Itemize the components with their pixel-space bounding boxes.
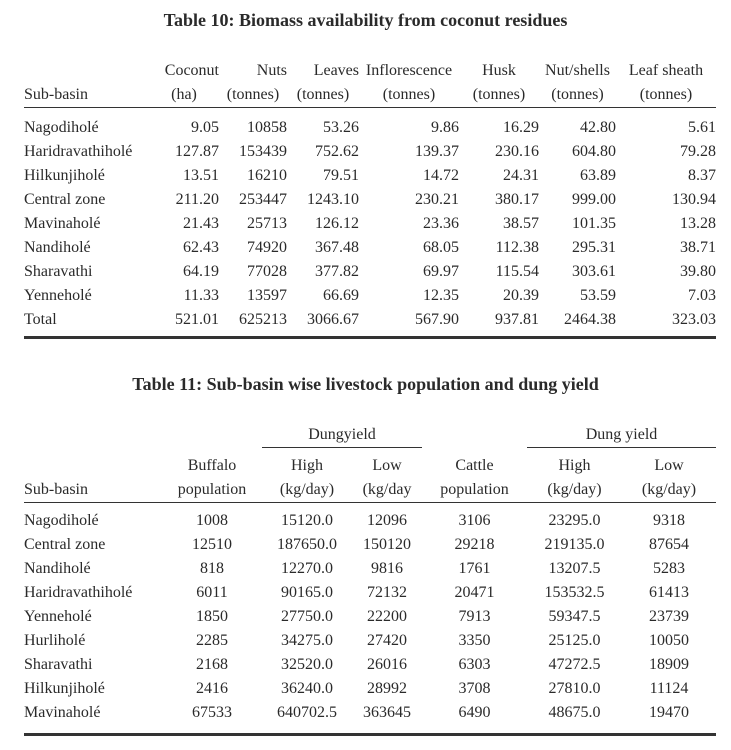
cell-value: 9.86 [431, 119, 459, 136]
cell-value: 7913 [458, 608, 491, 625]
cell-value: 150120 [363, 536, 411, 553]
cell-value: 625213 [239, 311, 287, 328]
cell-value: 26016 [367, 656, 407, 673]
column-unit: (tonnes) [539, 83, 616, 108]
cell-value: 2285 [196, 632, 228, 649]
table-row [24, 605, 716, 629]
cell-value: 53.26 [323, 119, 359, 136]
cell-value: 23295.0 [548, 512, 601, 529]
cell-value: 303.61 [572, 263, 616, 280]
table11-caption: Table 11: Sub-basin wise livestock population and dung yield [132, 374, 599, 394]
header-row [24, 59, 716, 83]
sub-basin-name: Sharavathi [24, 656, 93, 673]
column-unit: (kg/day) [262, 478, 352, 503]
cell-value: 187650.0 [277, 536, 337, 553]
table-row [24, 509, 716, 533]
cell-value: 130.94 [672, 191, 716, 208]
cell-value: 153439 [239, 143, 287, 160]
cell-value: 67533 [192, 704, 232, 721]
cell-value: 11124 [649, 680, 689, 697]
sub-basin-name: Central zone [24, 536, 106, 553]
header-row [24, 454, 716, 478]
cell-value: 219135.0 [544, 536, 605, 553]
cell-value: 112.38 [495, 239, 539, 256]
table-row [24, 629, 716, 653]
cell-value: 13.51 [183, 167, 219, 184]
cell-value: 74920 [247, 239, 287, 256]
sub-basin-name: Nagodiholé [24, 119, 99, 136]
sub-basin-name: Nandiholé [24, 560, 91, 577]
cell-value: 66.69 [323, 287, 359, 304]
cell-value: 126.12 [315, 215, 359, 232]
sub-basin-name: Total [24, 311, 57, 328]
cell-value: 6011 [196, 584, 228, 601]
cell-value: 567.90 [415, 311, 459, 328]
cell-value: 12096 [367, 512, 407, 529]
cell-value: 13.28 [680, 215, 716, 232]
table-row [24, 260, 716, 284]
cell-value: 18909 [649, 656, 689, 673]
cell-value: 10050 [649, 632, 689, 649]
cell-value: 63.89 [580, 167, 616, 184]
cell-value: 22200 [367, 608, 407, 625]
cell-value: 29218 [454, 536, 495, 553]
sub-basin-name: Yenneholé [24, 287, 92, 304]
column-header: Leaf sheath [628, 62, 704, 79]
cell-value: 230.16 [495, 143, 539, 160]
cell-value: 62.43 [183, 239, 219, 256]
table-row [24, 557, 716, 581]
column-header: Low [372, 457, 402, 474]
cell-value: 48675.0 [548, 704, 601, 721]
column-header: Inflorescence [365, 62, 453, 79]
cell-value: 68.05 [423, 239, 459, 256]
cell-value: 6303 [458, 656, 491, 673]
cell-value: 999.00 [572, 191, 616, 208]
column-unit: population [422, 478, 527, 503]
column-unit: (kg/day) [527, 478, 622, 503]
cell-value: 87654 [649, 536, 689, 553]
column-header: Nuts [256, 62, 287, 79]
cell-value: 818 [200, 560, 224, 577]
column-header: Nut/shells [545, 62, 610, 79]
column-unit: Sub-basin [24, 83, 149, 108]
table-row [24, 653, 716, 677]
cell-value: 16.29 [503, 119, 539, 136]
group-header-dungyield-cattle: Dung yield [527, 423, 716, 448]
table-row [24, 212, 716, 236]
cell-value: 34275.0 [281, 632, 333, 649]
cell-value: 23739 [649, 608, 689, 625]
cell-value: 101.35 [572, 215, 616, 232]
sub-basin-name: Hilkunjiholé [24, 167, 105, 184]
cell-value: 10858 [247, 119, 287, 136]
cell-value: 1761 [458, 560, 491, 577]
cell-value: 12510 [192, 536, 232, 553]
table11-bottom-rule [24, 733, 716, 736]
cell-value: 323.03 [672, 311, 716, 328]
cell-value: 3708 [458, 680, 491, 697]
table10-bottom-rule [24, 336, 716, 339]
sub-basin-name: Mavinaholé [24, 215, 101, 232]
sub-basin-name: Haridravathiholé [24, 584, 133, 601]
column-header: Low [654, 457, 684, 474]
column-unit: Sub-basin [24, 478, 162, 503]
cell-value: 5.61 [688, 119, 716, 136]
cell-value: 9.05 [191, 119, 219, 136]
cell-value: 21.43 [183, 215, 219, 232]
cell-value: 32520.0 [281, 656, 333, 673]
cell-value: 39.80 [680, 263, 716, 280]
cell-value: 19470 [649, 704, 689, 721]
cell-value: 79.51 [323, 167, 359, 184]
cell-value: 13597 [247, 287, 287, 304]
column-header: High [558, 457, 591, 474]
cell-value: 363645 [363, 704, 411, 721]
cell-value: 377.82 [315, 263, 359, 280]
cell-value: 7.03 [688, 287, 716, 304]
column-header: Cattle [455, 457, 494, 474]
cell-value: 153532.5 [544, 584, 605, 601]
cell-value: 14.72 [423, 167, 459, 184]
group-header-dungyield-buffalo: Dungyield [262, 423, 422, 448]
sub-basin-name: Hilkunjiholé [24, 680, 105, 697]
column-header: Coconut [164, 62, 219, 79]
cell-value: 6490 [458, 704, 491, 721]
cell-value: 61413 [649, 584, 689, 601]
cell-value: 5283 [653, 560, 685, 577]
cell-value: 72132 [367, 584, 407, 601]
cell-value: 59347.5 [548, 608, 601, 625]
table-row [24, 284, 716, 308]
cell-value: 53.59 [580, 287, 616, 304]
cell-value: 27420 [367, 632, 407, 649]
header-row [24, 478, 716, 503]
cell-value: 16210 [247, 167, 287, 184]
header-row [24, 83, 716, 108]
cell-value: 25125.0 [548, 632, 601, 649]
table-row [24, 533, 716, 557]
cell-value: 36240.0 [281, 680, 333, 697]
cell-value: 15120.0 [281, 512, 333, 529]
column-header: High [291, 457, 323, 474]
cell-value: 640702.5 [277, 704, 337, 721]
cell-value: 295.31 [572, 239, 616, 256]
column-unit: (tonnes) [459, 83, 539, 108]
sub-basin-name: Haridravathiholé [24, 143, 133, 160]
cell-value: 3350 [458, 632, 491, 649]
cell-value: 937.81 [495, 311, 539, 328]
cell-value: 11.33 [183, 287, 219, 304]
table-row [24, 581, 716, 605]
sub-basin-name: Nandiholé [24, 239, 91, 256]
table-row [24, 140, 716, 164]
cell-value: 90165.0 [281, 584, 333, 601]
cell-value: 115.54 [495, 263, 539, 280]
sub-basin-name: Hurliholé [24, 632, 86, 649]
table10-caption: Table 10: Biomass availability from coconut residues [163, 10, 568, 30]
cell-value: 139.37 [415, 143, 459, 160]
total-row [24, 308, 716, 332]
sub-basin-name: Mavinaholé [24, 704, 101, 721]
cell-value: 604.80 [572, 143, 616, 160]
cell-value: 752.62 [315, 143, 359, 160]
table-row [24, 677, 716, 701]
cell-value: 9318 [653, 512, 685, 529]
table-row [24, 236, 716, 260]
cell-value: 380.17 [495, 191, 539, 208]
column-header: Buffalo [187, 457, 237, 474]
cell-value: 211.20 [175, 191, 219, 208]
cell-value: 38.71 [680, 239, 716, 256]
column-header: Husk [482, 62, 516, 79]
table10-biomass [24, 59, 716, 332]
cell-value: 27750.0 [281, 608, 333, 625]
cell-value: 25713 [247, 215, 287, 232]
column-unit: (tonnes) [287, 83, 359, 108]
cell-value: 38.57 [503, 215, 539, 232]
column-unit: (kg/day [352, 478, 422, 503]
cell-value: 12.35 [423, 287, 459, 304]
table11-livestock [24, 423, 716, 725]
column-header [24, 59, 149, 83]
sub-basin-name: Yenneholé [24, 608, 92, 625]
group-header-row [24, 423, 716, 448]
column-unit: (tonnes) [616, 83, 716, 108]
cell-value: 47272.5 [548, 656, 601, 673]
table-row [24, 164, 716, 188]
cell-value: 24.31 [503, 167, 539, 184]
cell-value: 127.87 [175, 143, 219, 160]
sub-basin-name: Central zone [24, 191, 106, 208]
column-header [24, 454, 162, 478]
cell-value: 20471 [454, 584, 495, 601]
cell-value: 28992 [367, 680, 407, 697]
cell-value: 8.37 [688, 167, 716, 184]
cell-value: 230.21 [415, 191, 459, 208]
column-unit: (tonnes) [219, 83, 287, 108]
column-unit: (ha) [149, 83, 219, 108]
cell-value: 13207.5 [548, 560, 601, 577]
cell-value: 69.97 [423, 263, 459, 280]
cell-value: 367.48 [315, 239, 359, 256]
cell-value: 1008 [196, 512, 228, 529]
cell-value: 12270.0 [281, 560, 333, 577]
cell-value: 23.36 [423, 215, 459, 232]
table-row [24, 188, 716, 212]
cell-value: 42.80 [580, 119, 616, 136]
cell-value: 77028 [247, 263, 287, 280]
sub-basin-name: Sharavathi [24, 263, 93, 280]
cell-value: 521.01 [175, 311, 219, 328]
cell-value: 79.28 [680, 143, 716, 160]
table-row [24, 701, 716, 725]
cell-value: 27810.0 [548, 680, 601, 697]
cell-value: 1243.10 [307, 191, 359, 208]
cell-value: 2464.38 [564, 311, 616, 328]
table-row [24, 116, 716, 140]
cell-value: 253447 [239, 191, 287, 208]
cell-value: 20.39 [503, 287, 539, 304]
sub-basin-name: Nagodiholé [24, 512, 99, 529]
cell-value: 2416 [196, 680, 228, 697]
cell-value: 9816 [371, 560, 403, 577]
cell-value: 2168 [196, 656, 228, 673]
column-unit: population [162, 478, 262, 503]
column-unit: (tonnes) [359, 83, 459, 108]
column-unit: (kg/day) [622, 478, 716, 503]
column-header: Leaves [313, 62, 359, 79]
cell-value: 3066.67 [307, 311, 359, 328]
cell-value: 1850 [196, 608, 228, 625]
cell-value: 64.19 [183, 263, 219, 280]
cell-value: 3106 [458, 512, 491, 529]
